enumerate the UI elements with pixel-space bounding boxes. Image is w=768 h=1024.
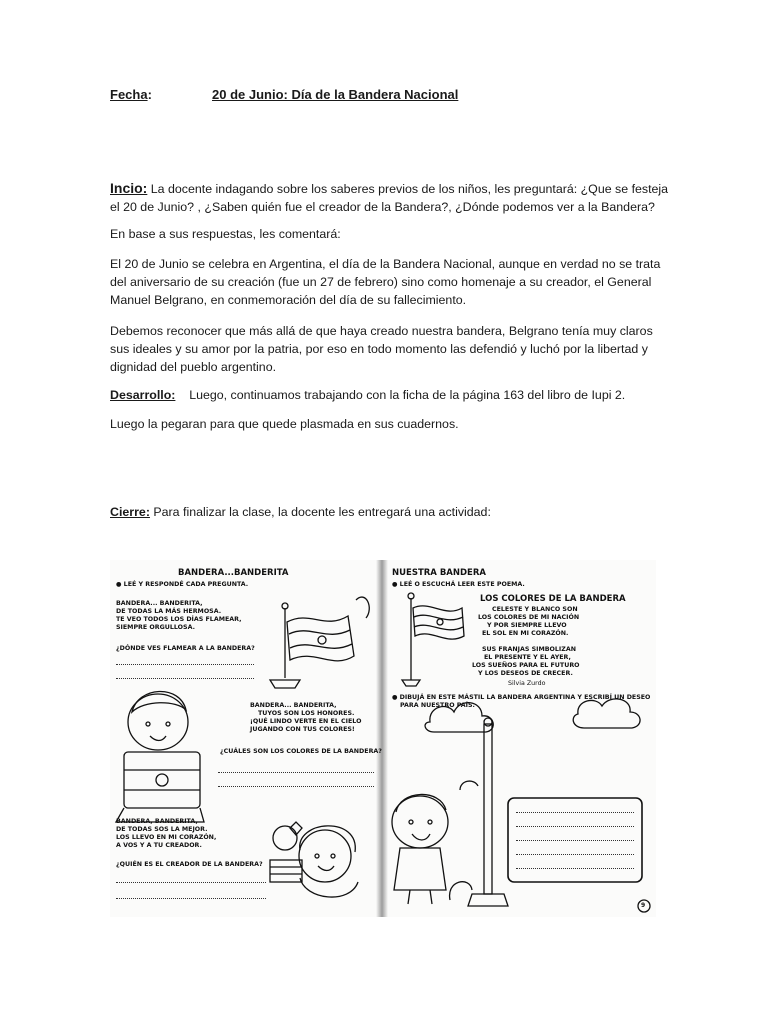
bush-drawing (450, 882, 472, 900)
page-heading (110, 86, 670, 104)
poem2-line-4: JUGANDO CON TUS COLORES! (250, 726, 355, 733)
poem2-line-3: ¡QUÉ LINDO VERTE EN EL CIELO (250, 718, 362, 725)
poem3-line-2: DE TODAS SOS LA MEJOR. (116, 826, 208, 833)
page-number: 9 (641, 902, 646, 909)
poem1-line-2: DE TODAS LA MÁS HERMOSA. (116, 608, 222, 615)
poem3-line-3: LOS LLEVO EN MI CORAZÓN, (116, 834, 217, 841)
poem1-line-4: SIEMPRE ORGULLOSA. (116, 624, 195, 631)
wish-line (516, 854, 634, 855)
wish-line (516, 826, 634, 827)
cierre-text: Para finalizar la clase, la docente les entregará una actividad: (149, 505, 491, 519)
boy-drawing (392, 794, 448, 904)
reconocer-paragraph: Debemos reconocer que más allá de que haya creado nuestra bandera, Belgrano tenía muy claros sus ideales y su amor por la patria, por eso en todo momento las defendió y luchó por la libertad y dignidad del pueblo argentino. (110, 324, 653, 374)
answer-line (116, 898, 266, 899)
poem-line-8: LOS SUEÑOS PARA EL FUTURO (472, 662, 580, 669)
respuestas-paragraph: En base a sus respuestas, les comentará: (110, 227, 341, 241)
poem-line-9: Y LOS DESEOS DE CRECER. (478, 670, 573, 677)
page-title: 20 de Junio: Día de la Bandera Nacional (212, 87, 459, 102)
question-2: ¿CUÁLES SON LOS COLORES DE LA BANDERA? (220, 748, 382, 755)
answer-line (218, 772, 374, 773)
poem-author: Silvia Zurdo (508, 680, 546, 687)
poem1-line-3: TE VEO TODOS LOS DÍAS FLAMEAR, (116, 616, 242, 623)
junio-paragraph: El 20 de Junio se celebra en Argentina, el día de la Bandera Nacional, aunque en verdad no se trata del aniversario de su creación (fue un 27 de febrero) sino como homenaje a su creador, el General Manuel Belgrano, en conmemoración del día de su fallecimiento. (110, 257, 661, 307)
girl-with-flag-drawing (270, 822, 358, 897)
poem3-line-1: BANDERA, BANDERITA, (116, 818, 198, 825)
fecha-label: Fecha (110, 87, 148, 102)
poem-title: LOS COLORES DE LA BANDERA (480, 594, 626, 604)
drawing-activity-line-1: ● DIBUJÁ EN ESTE MÁSTIL LA BANDERA ARGENTINA Y ESCRIBÍ UN DESEO (392, 694, 651, 701)
mast-drawing (468, 718, 508, 906)
inicio-paragraph (110, 179, 670, 216)
wish-line (516, 812, 634, 813)
worksheet-image (110, 560, 656, 917)
cierre-label: Cierre: (110, 505, 150, 519)
inicio-label: Incio: (110, 180, 148, 196)
desarrollo-paragraph (110, 386, 670, 404)
poem-line-6: SUS FRANJAS SIMBOLIZAN (482, 646, 576, 653)
cierre-paragraph (110, 503, 670, 521)
poem-line-1: CELESTE Y BLANCO SON (492, 606, 578, 613)
desarrollo-label: Desarrollo: (110, 388, 176, 402)
answer-line (116, 882, 266, 883)
boy-with-flag-drawing (116, 691, 204, 822)
drawing-activity-line-2: PARA NUESTRO PAÍS. (400, 702, 475, 709)
fecha-colon: : (147, 87, 152, 102)
right-page-instruction: ● LEÉ O ESCUCHÁ LEER ESTE POEMA. (392, 581, 525, 588)
answer-line (116, 678, 254, 679)
flag-pole-drawing-right (402, 593, 464, 686)
poem1-line-1: BANDERA... BANDERITA, (116, 600, 203, 607)
wish-line (516, 868, 634, 869)
poem3-line-4: A VOS Y A TU CREADOR. (116, 842, 202, 849)
poem2-line-1: BANDERA... BANDERITA, (250, 702, 337, 709)
question-3: ¿QUIÉN ES EL CREADOR DE LA BANDERA? (116, 861, 263, 868)
wish-line (516, 840, 634, 841)
question-1: ¿DÓNDE VES FLAMEAR A LA BANDERA? (116, 645, 255, 652)
right-page-title: NUESTRA BANDERA (392, 568, 486, 578)
answer-line (116, 664, 254, 665)
flag-pole-drawing-left (270, 597, 369, 688)
clouds-drawing (425, 699, 640, 790)
poem-line-3: Y POR SIEMPRE LLEVO (487, 622, 567, 629)
poem2-line-2: TUYOS SON LOS HONORES. (258, 710, 355, 717)
poem-line-7: EL PRESENTE Y EL AYER, (484, 654, 571, 661)
answer-line (218, 786, 374, 787)
poem-line-2: LOS COLORES DE MI NACIÓN (478, 614, 580, 621)
inicio-text: La docente indagando sobre los saberes previos de los niños, les preguntará: ¿Que se festeja el 20 de Junio? , ¿Saben quién fue el creador de la Bandera?, ¿Dónde podemos ver a la Bandera? (110, 182, 669, 214)
desarrollo-text: Luego, continuamos trabajando con la ficha de la página 163 del libro de Iupi 2. (175, 388, 626, 402)
left-page-title: BANDERA...BANDERITA (178, 568, 289, 578)
poem-line-4: EL SOL EN MI CORAZÓN. (482, 630, 569, 637)
left-page-instruction: ● LEÉ Y RESPONDÉ CADA PREGUNTA. (116, 581, 249, 588)
cuadernos-paragraph: Luego la pegaran para que quede plasmada en sus cuadernos. (110, 417, 459, 431)
